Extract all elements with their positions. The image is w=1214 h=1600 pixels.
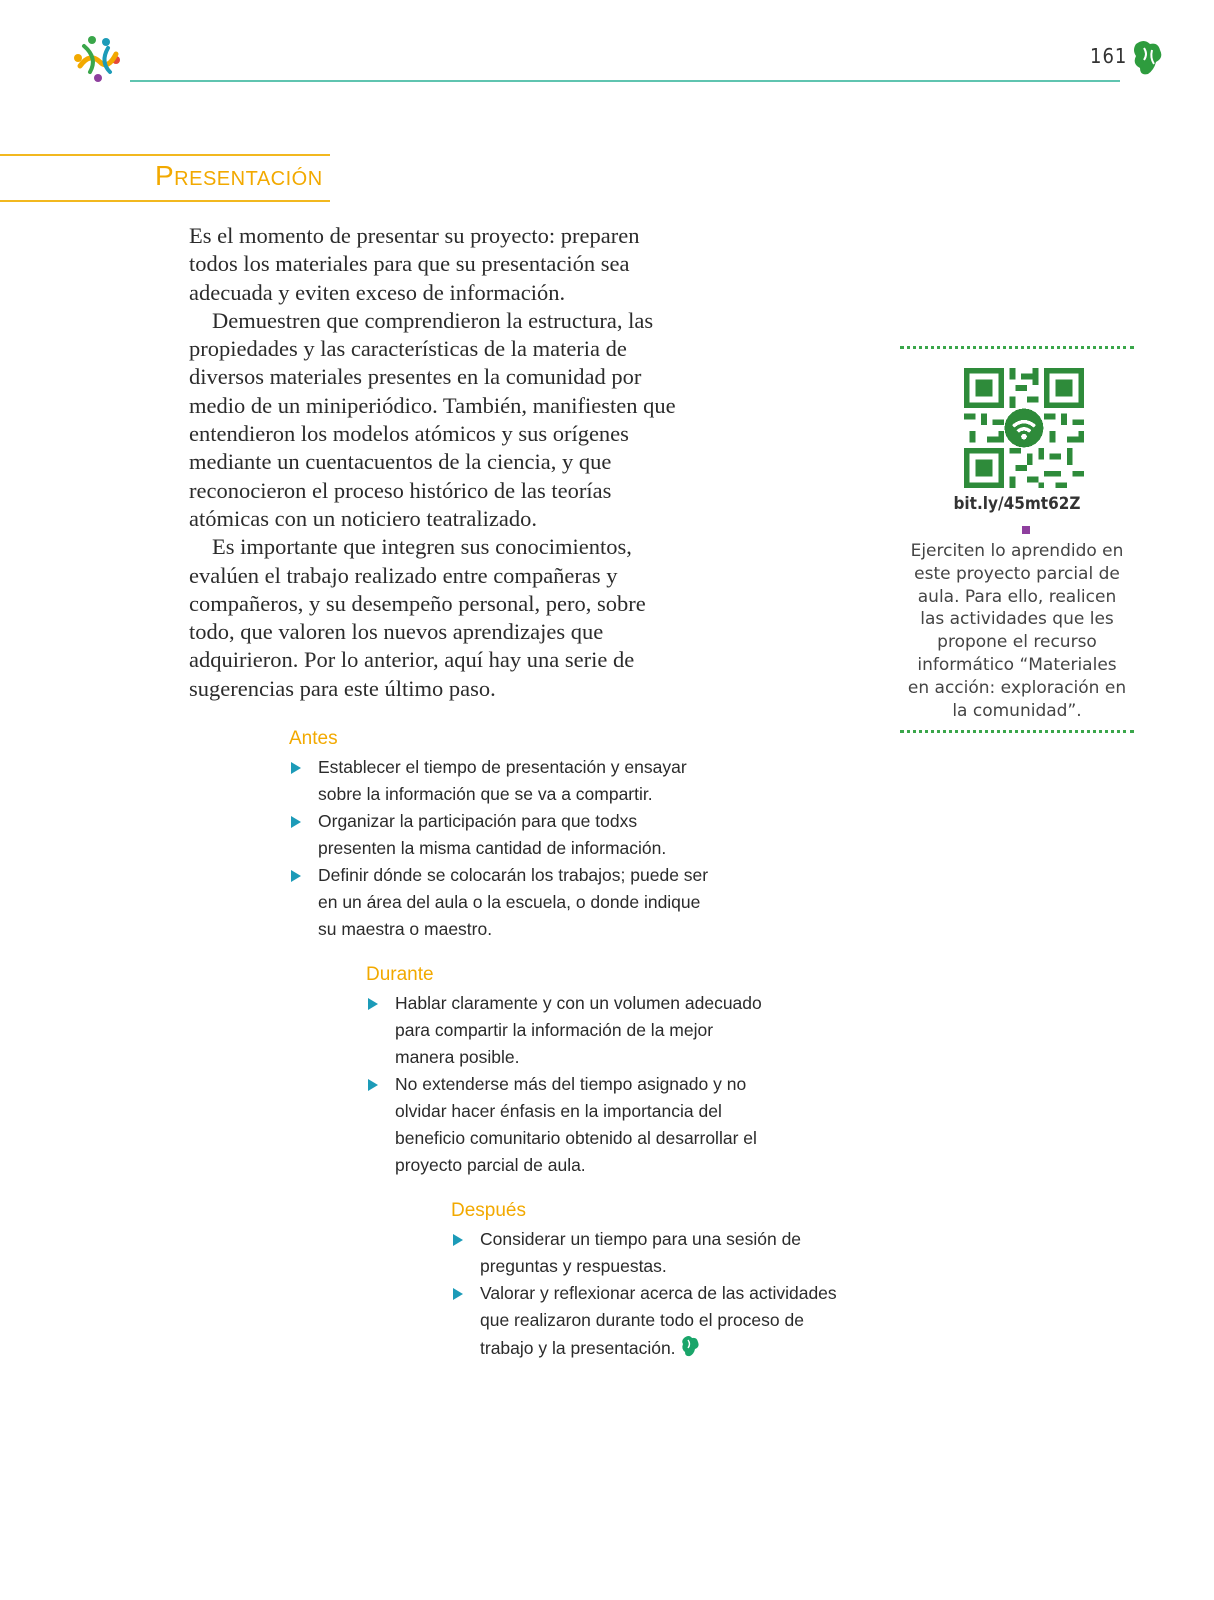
title-rule-top [0, 154, 330, 156]
bullet-arrow-icon [291, 762, 301, 774]
intro-text [189, 222, 689, 703]
bullet-arrow-icon [453, 1288, 463, 1300]
antes-list [289, 754, 709, 943]
community-map-end-icon [680, 1334, 700, 1358]
list-item-text: Definir dónde se colocarán los trabajos; puede ser en un área del aula o la escuela, o donde indique su maestra o maestro. [318, 865, 709, 939]
antes-heading: Antes [289, 728, 338, 749]
intro-paragraph: Demuestren que comprendieron la estructura, las propiedades y las características de la materia de diversos materiales presentes en la comunidad por medio de un miniperiódico. También, manifiesten que entendieron los modelos atómicos y sus orígenes mediante un cuentacuentos de la ciencia, y que reconocieron el proceso histórico de las teorías atómicas con un noticiero teatralizado. [189, 307, 676, 531]
despues-section [451, 1200, 851, 1362]
list-item-text: No extenderse más del tiempo asignado y no olvidar hacer énfasis en la importancia del beneficio comunitario obtenido al desarrollar el proyecto parcial de aula. [395, 1074, 757, 1175]
qr-code-icon[interactable] [964, 368, 1084, 488]
list-item [289, 862, 709, 943]
list-item-text: Valorar y reflexionar acerca de las actividades que realizaron durante todo el proceso de trabajo y la presentación. [480, 1283, 837, 1358]
community-map-icon [1130, 38, 1164, 78]
bullet-arrow-icon [291, 816, 301, 828]
list-item-text: Organizar la participación para que todxs presenten la misma cantidad de información. [318, 811, 667, 858]
intro-paragraph: Es importante que integren sus conocimientos, evalúen el trabajo realizado entre compañeras y compañeros, y su desempeño personal, pero, sobre todo, que valoren los nuevos aprendizajes que adquirieron. Por lo anterior, aquí hay una serie de sugerencias para este último paso. [189, 534, 646, 701]
header-rule [130, 80, 1120, 82]
antes-section [289, 728, 709, 943]
despues-heading: Después [451, 1200, 526, 1221]
list-item-text: Considerar un tiempo para una sesión de preguntas y respuestas. [480, 1229, 802, 1276]
durante-heading: Durante [366, 964, 434, 985]
list-item [289, 808, 709, 862]
despues-list [451, 1226, 851, 1362]
bullet-arrow-icon [453, 1234, 463, 1246]
sidebar-dotted-rule-top [900, 346, 1134, 349]
sidebar-description: Ejerciten lo aprendido en este proyecto parcial de aula. Para ello, realicen las actividades que les propone el recurso informático “Materiales en acción: exploración en la comunidad”. [907, 541, 1127, 721]
page-number: 161 [1090, 44, 1128, 68]
durante-section [366, 964, 766, 1179]
list-item [366, 990, 766, 1071]
bullet-arrow-icon [291, 870, 301, 882]
list-item [366, 1071, 766, 1179]
title-rule-bottom [0, 200, 330, 202]
list-item [451, 1280, 851, 1362]
separator-square [1022, 526, 1030, 534]
list-item-text: Hablar claramente y con un volumen adecuado para compartir la información de la mejor manera posible. [395, 993, 762, 1067]
intro-paragraph: Es el momento de presentar su proyecto: preparen todos los materiales para que su presentación sea adecuada y eviten exceso de información. [189, 223, 640, 305]
list-item-text: Establecer el tiempo de presentación y ensayar sobre la información que se va a compartir. [318, 757, 687, 804]
sidebar-dotted-rule-bottom [900, 730, 1134, 733]
bullet-arrow-icon [368, 998, 378, 1010]
resource-link[interactable]: bit.ly/45mt62Z [953, 494, 1081, 514]
program-logo-icon [70, 32, 126, 88]
durante-list [366, 990, 766, 1179]
section-title: Presentación [155, 160, 323, 191]
list-item [451, 1226, 851, 1280]
bullet-arrow-icon [368, 1079, 378, 1091]
list-item [289, 754, 709, 808]
